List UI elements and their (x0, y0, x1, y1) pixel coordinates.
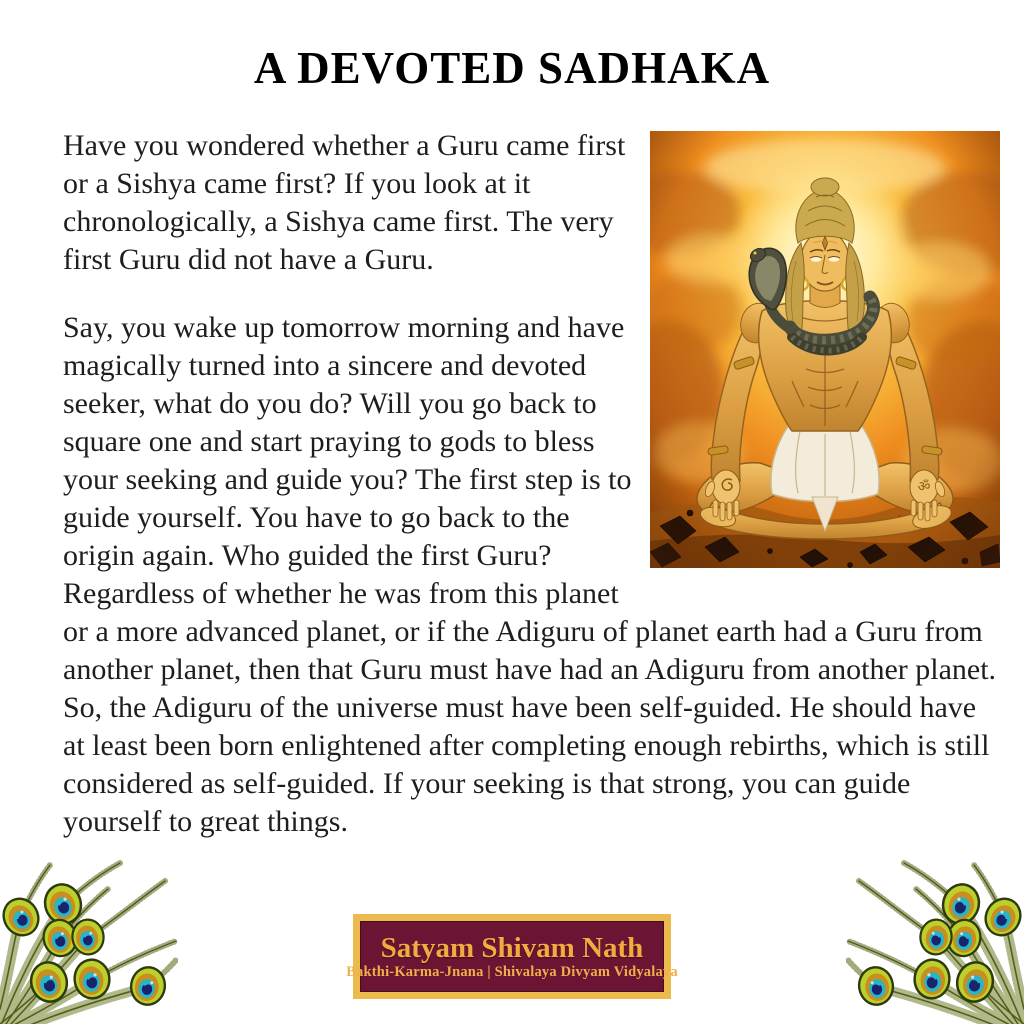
brand-banner (346, 914, 678, 999)
paragraph-2: Say, you wake up tomorrow morning and have magically turned into a sincere and devoted seeker, what do you do? Will you go back to square one and start praying to gods to bless your seeking and guide you? The first step is to guide yourself. You have to go back to the origin again. Who guided the first Guru? Regardless of whether he was from this planet or a more advanced planet, or if the Adiguru of planet earth had a Guru from another planet, then that Guru must have had an Adiguru from another planet. So, the Adiguru of the universe must have been self-guided. He should have at least been born enlightened after completing enough rebirths, which is still considered as self-guided. If your seeking is that strong, you can guide yourself to great things. (63, 310, 997, 838)
article-body (63, 127, 1000, 841)
peacock-feathers-right-icon (846, 859, 1024, 1024)
shiva-meditation-image (650, 131, 1000, 568)
brand-subtitle: Bakthi-Karma-Jnana | Shivalaya Divyam Vidyalaya (346, 963, 678, 980)
shiva-illustration (650, 131, 1000, 568)
paragraph-1: Have you wondered whether a Guru came first or a Sishya came first? If you look at it chronologically, a Sishya came first. The very first Guru did not have a Guru. (63, 128, 626, 276)
page-title: A DEVOTED SADHAKA (253, 43, 771, 93)
brand-title: Satyam Shivam Nath (380, 931, 644, 964)
peacock-feathers-left-icon (0, 859, 178, 1024)
